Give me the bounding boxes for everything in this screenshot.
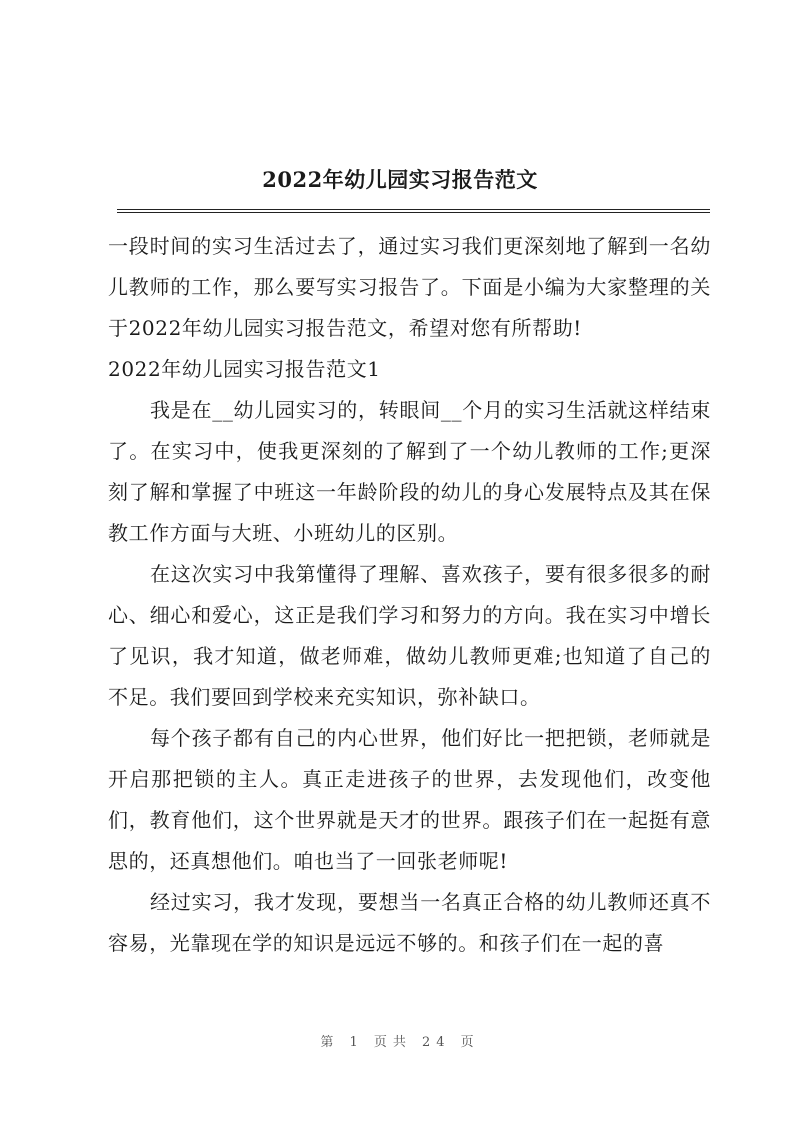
page-number-footer: 第 1 页共 24 页 (320, 1035, 480, 1050)
body-paragraph-3: 每个孩子都有自己的内心世界，他们好比一把把锁，老师就是开启那把锁的主人。真正走进孩子的世界，去发现他们，改变他们，教育他们，这个世界就是天才的世界。跟孩子们在一起挺有意思的，还真想他们。咱也当了一回张老师呢! (108, 726, 711, 873)
body-paragraph-4: 经过实习，我才发现，要想当一名真正合格的幼儿教师还真不容易，光靠现在学的知识是远远不够的。和孩子们在一起的喜 (108, 890, 711, 955)
document-title: 2022年幼儿园实习报告范文 (262, 167, 538, 192)
intro-paragraph: 一段时间的实习生活过去了，通过实习我们更深刻地了解到一名幼儿教师的工作，那么要写实习报告了。下面是小编为大家整理的关于2022年幼儿园实习报告范文，希望对您有所帮助! (108, 234, 711, 340)
body-paragraph-2: 在这次实习中我第懂得了理解、喜欢孩子，要有很多很多的耐心、细心和爱心，这正是我们学习和努力的方向。我在实习中增长了见识，我才知道，做老师难，做幼儿教师更难;也知道了自己的不足。我们要回到学校来充实知识，弥补缺口。 (108, 562, 711, 709)
body-paragraph-1: 我是在__幼儿园实习的，转眼间__个月的实习生活就这样结束了。在实习中，使我更深刻的了解到了一个幼儿教师的工作;更深刻了解和掌握了中班这一年龄阶段的幼儿的身心发展特点及其在保教工作方面与大班、小班幼儿的区别。 (108, 398, 711, 545)
section-heading: 2022年幼儿园实习报告范文1 (108, 357, 381, 381)
title-divider (117, 209, 710, 213)
document-body (108, 226, 711, 964)
